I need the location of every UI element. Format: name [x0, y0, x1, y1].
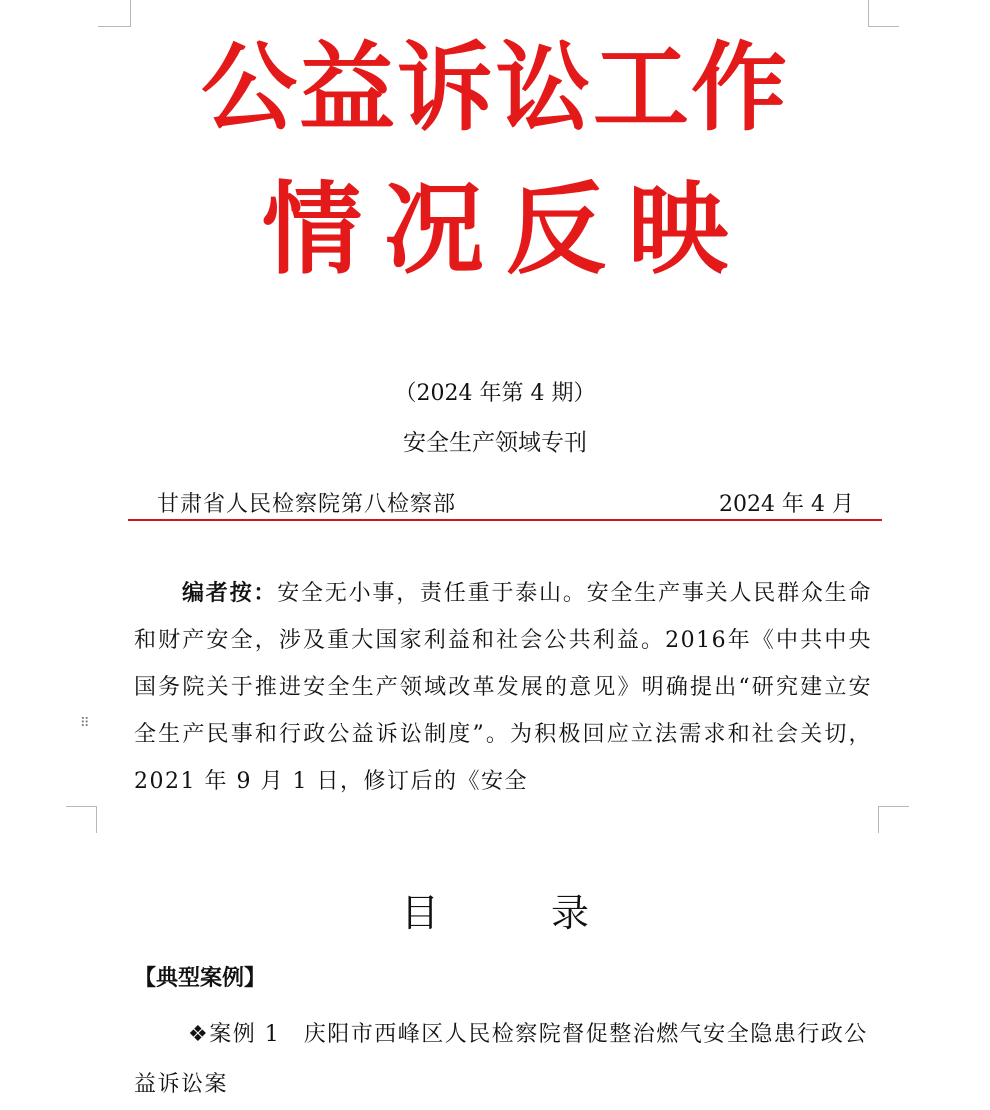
crop-mark-bottom-left	[66, 806, 97, 833]
crop-mark-top-right	[868, 0, 899, 27]
masthead-title-line2: 情况反映	[262, 171, 750, 288]
diamond-bullet-icon: ❖	[188, 1022, 210, 1047]
editor-note-text: 安全无小事，责任重于泰山。安全生产事关人民群众生命和财产安全，涉及重大国家利益和社会公共利益。2016年《中共中央国务院关于推进安全生产领域改革发展的意见》明确提出“研究建立安全生产民事和行政公益诉讼制度”。为积极回应立法需求和社会关切，2021 年 9 月 1 日，修订后的《安全	[134, 581, 872, 794]
issuing-organization: 甘肃省人民检察院第八检察部	[157, 492, 457, 517]
toc-case-item[interactable]	[134, 1010, 872, 1110]
issue-number: （2024 年第 4 期）	[394, 381, 596, 406]
drag-handle-icon[interactable]: ⠿	[80, 716, 90, 731]
toc-section-label: 【典型案例】	[134, 966, 267, 991]
special-edition-title: 安全生产领域专刊	[403, 430, 587, 456]
editor-note-label: 编者按：	[182, 581, 278, 606]
crop-mark-top-left	[98, 0, 131, 27]
toc-case-text: 案例 1 庆阳市西峰区人民检察院督促整治燃气安全隐患行政公益诉讼案	[134, 1022, 868, 1097]
editor-note-paragraph[interactable]	[134, 570, 872, 805]
red-separator-line	[128, 519, 882, 521]
toc-title: 目 录	[400, 891, 640, 935]
crop-mark-bottom-right	[878, 806, 909, 833]
masthead-title-line1: 公益诉讼工作	[201, 32, 789, 144]
issue-date: 2024 年 4 月	[719, 492, 854, 517]
